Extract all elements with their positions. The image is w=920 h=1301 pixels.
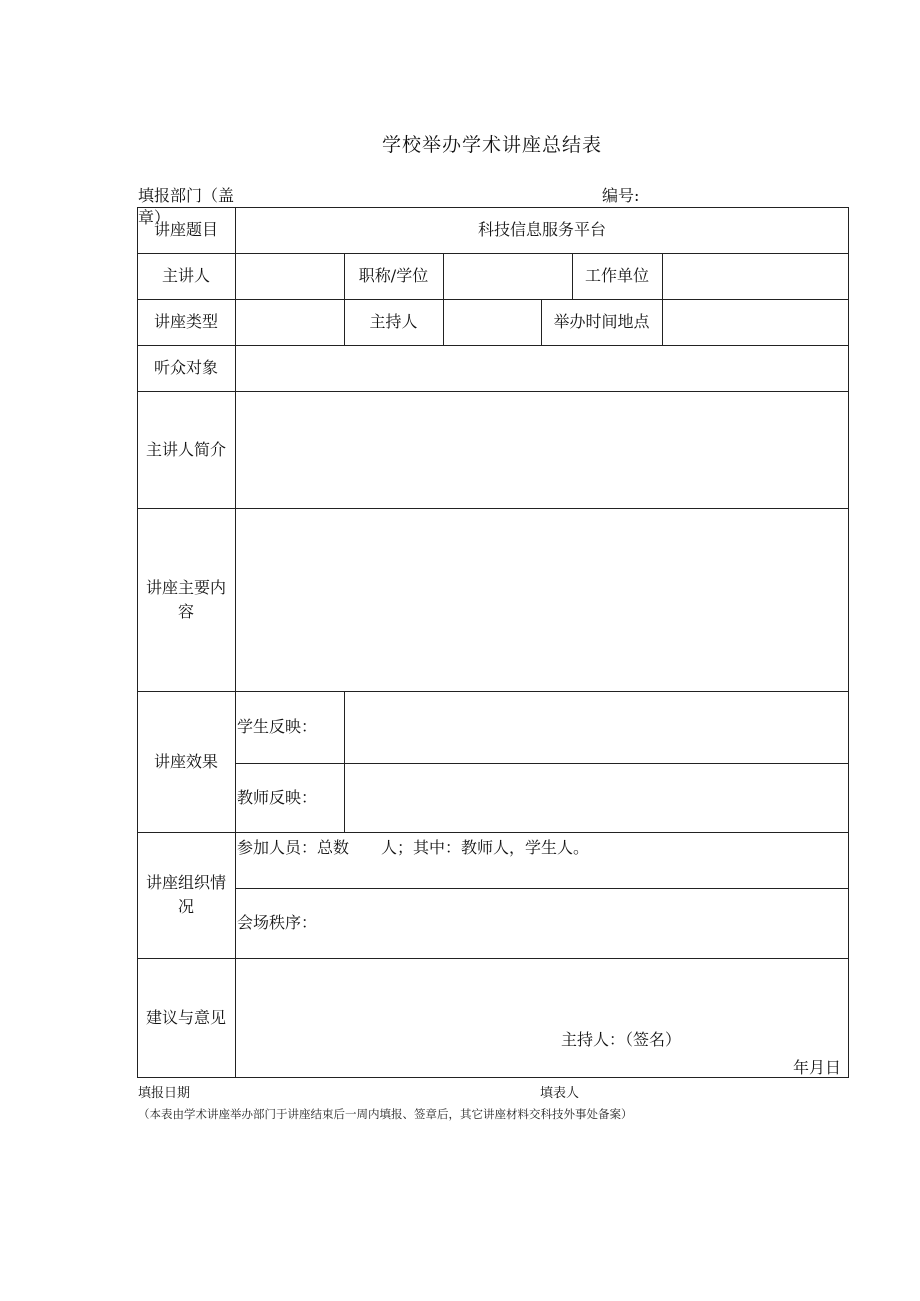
page-title: 学校举办学术讲座总结表	[381, 134, 602, 156]
number-label: 编号:	[602, 186, 640, 205]
time-place-label: 举办时间地点	[553, 312, 650, 331]
filler-label: 填表人	[540, 1086, 580, 1101]
host-signature-label: 主持人：（签名）	[561, 1030, 682, 1049]
topic-value[interactable]: 科技信息服务平台	[477, 220, 606, 239]
organization-label: 讲座组织情况	[145, 873, 226, 916]
speaker-intro-value[interactable]	[235, 391, 849, 508]
participants-text[interactable]: 参加人员：总数 人；其中：教师人，学生人。	[237, 838, 590, 857]
work-unit-label: 工作单位	[584, 266, 649, 285]
dept-label-wrap: 章）	[138, 208, 171, 227]
content-value[interactable]	[235, 508, 849, 691]
host-label: 主持人	[369, 312, 418, 331]
student-feedback-label: 学生反映：	[237, 717, 318, 736]
footnote: （本表由学术讲座举办部门于讲座结束后一周内填报、签章后，其它讲座材料交科技外事处备案）	[138, 1107, 633, 1121]
host-value[interactable]	[443, 299, 541, 345]
content-label: 讲座主要内容	[145, 577, 226, 621]
topic-label: 讲座题目	[153, 220, 218, 239]
title-degree-label: 职称/学位	[358, 266, 429, 285]
speaker-intro-label: 主讲人简介	[145, 439, 226, 459]
teacher-feedback-label: 教师反映：	[237, 787, 318, 807]
title-degree-value[interactable]	[443, 253, 572, 299]
type-label: 讲座类型	[153, 312, 218, 331]
date-label: 年月日	[793, 1058, 842, 1077]
type-value[interactable]	[235, 299, 344, 345]
suggestion-label: 建议与意见	[145, 1007, 226, 1027]
effect-label: 讲座效果	[153, 751, 218, 771]
dept-label: 填报部门（盖	[138, 186, 235, 205]
grid-line	[137, 1077, 849, 1078]
audience-label: 听众对象	[153, 358, 218, 377]
speaker-value[interactable]	[235, 253, 344, 299]
work-unit-value[interactable]	[662, 253, 849, 299]
student-feedback-value[interactable]	[344, 691, 849, 763]
summary-form-table	[137, 207, 849, 1078]
teacher-feedback-value[interactable]	[344, 763, 849, 832]
fill-date-label: 填报日期	[138, 1086, 191, 1101]
order-label[interactable]: 会场秩序：	[237, 913, 318, 932]
audience-value[interactable]	[235, 345, 849, 391]
time-place-value[interactable]	[662, 299, 849, 345]
speaker-label: 主讲人	[161, 266, 210, 285]
suggestion-value[interactable]	[235, 958, 849, 1077]
